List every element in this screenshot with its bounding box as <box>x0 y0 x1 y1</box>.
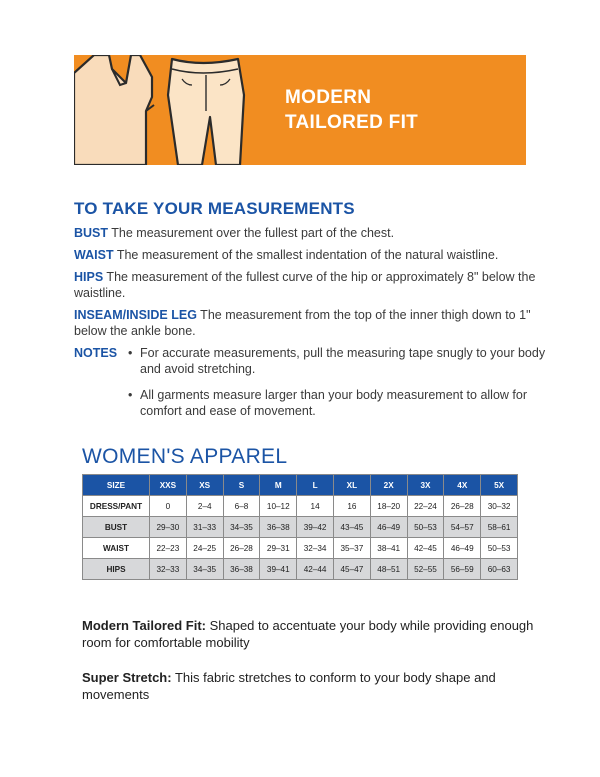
pants-icon <box>168 59 244 165</box>
table-cell: 34–35 <box>186 559 223 580</box>
description-key: Modern Tailored Fit: <box>82 618 206 633</box>
table-cell: 36–38 <box>260 517 297 538</box>
notes-label: NOTES <box>74 346 118 360</box>
fit-banner <box>74 55 526 165</box>
table-cell: 16 <box>333 496 370 517</box>
measure-key: BUST <box>74 226 109 240</box>
column-header: XXS <box>150 475 187 496</box>
table-cell: 29–31 <box>260 538 297 559</box>
table-cell: 35–37 <box>333 538 370 559</box>
stretch-description <box>82 669 542 703</box>
measure-item-inseam <box>74 307 554 339</box>
note-item <box>128 387 554 419</box>
bullet-icon: • <box>128 346 133 360</box>
banner-title <box>285 85 418 135</box>
column-header: XL <box>333 475 370 496</box>
apparel-title: WOMEN'S APPAREL <box>82 445 288 468</box>
table-row <box>83 559 518 580</box>
table-cell: 30–32 <box>481 496 518 517</box>
measure-text: The measurement over the fullest part of the chest. <box>108 226 395 240</box>
measure-item-waist <box>74 247 554 263</box>
row-label: BUST <box>83 517 150 538</box>
measure-key: WAIST <box>74 248 114 262</box>
table-cell: 29–30 <box>150 517 187 538</box>
table-cell: 6–8 <box>223 496 260 517</box>
row-label: HIPS <box>83 559 150 580</box>
table-cell: 22–24 <box>407 496 444 517</box>
table-row <box>83 496 518 517</box>
table-cell: 39–41 <box>260 559 297 580</box>
measure-item-hips <box>74 269 554 301</box>
table-cell: 56–59 <box>444 559 481 580</box>
measure-key: HIPS <box>74 270 104 284</box>
notes-list <box>128 345 554 429</box>
column-header: 3X <box>407 475 444 496</box>
table-cell: 10–12 <box>260 496 297 517</box>
row-label: WAIST <box>83 538 150 559</box>
table-cell: 34–35 <box>223 517 260 538</box>
note-text: For accurate measurements, pull the measuring tape snugly to your body and avoid stretching. <box>140 346 546 376</box>
table-cell: 2–4 <box>186 496 223 517</box>
table-cell: 38–41 <box>370 538 407 559</box>
table-cell: 46–49 <box>370 517 407 538</box>
description-text: This fabric stretches to conform to your body shape and movements <box>82 670 496 702</box>
measure-text: The measurement from the top of the inner thigh down to 1" below the ankle bone. <box>74 308 531 338</box>
table-cell: 14 <box>297 496 334 517</box>
banner-title-line1: MODERN <box>285 87 372 108</box>
table-cell: 32–33 <box>150 559 187 580</box>
shirt-icon <box>74 55 154 165</box>
table-row <box>83 538 518 559</box>
table-cell: 48–51 <box>370 559 407 580</box>
measurement-title: TO TAKE YOUR MEASUREMENTS <box>74 199 355 218</box>
banner-title-line2: TAILORED FIT <box>285 112 419 133</box>
fit-description <box>82 617 542 651</box>
size-chart-table <box>82 474 518 580</box>
table-cell: 42–44 <box>297 559 334 580</box>
column-header: SIZE <box>83 475 150 496</box>
table-cell: 24–25 <box>186 538 223 559</box>
description-key: Super Stretch: <box>82 670 172 685</box>
note-item <box>128 345 554 377</box>
table-cell: 26–28 <box>223 538 260 559</box>
table-cell: 58–61 <box>481 517 518 538</box>
column-header: S <box>223 475 260 496</box>
description-text: Shaped to accentuate your body while providing enough room for comfortable mobility <box>82 618 534 650</box>
measure-item-bust <box>74 225 554 241</box>
table-cell: 42–45 <box>407 538 444 559</box>
table-cell: 39–42 <box>297 517 334 538</box>
bullet-icon: • <box>128 388 133 402</box>
table-cell: 22–23 <box>150 538 187 559</box>
row-label: DRESS/PANT <box>83 496 150 517</box>
table-cell: 18–20 <box>370 496 407 517</box>
measure-text: The measurement of the smallest indentation of the natural waistline. <box>113 248 499 262</box>
column-header: 2X <box>370 475 407 496</box>
column-header: 4X <box>444 475 481 496</box>
table-cell: 32–34 <box>297 538 334 559</box>
table-cell: 60–63 <box>481 559 518 580</box>
table-header-row <box>83 475 518 496</box>
table-cell: 52–55 <box>407 559 444 580</box>
table-cell: 43–45 <box>333 517 370 538</box>
measure-key: INSEAM/INSIDE LEG <box>74 308 197 322</box>
table-cell: 26–28 <box>444 496 481 517</box>
table-cell: 50–53 <box>481 538 518 559</box>
table-cell: 31–33 <box>186 517 223 538</box>
table-row <box>83 517 518 538</box>
table-cell: 46–49 <box>444 538 481 559</box>
column-header: L <box>297 475 334 496</box>
column-header: XS <box>186 475 223 496</box>
table-cell: 45–47 <box>333 559 370 580</box>
table-cell: 36–38 <box>223 559 260 580</box>
table-cell: 54–57 <box>444 517 481 538</box>
table-cell: 0 <box>150 496 187 517</box>
measurement-section <box>74 199 554 429</box>
notes-block <box>74 345 554 429</box>
note-text: All garments measure larger than your body measurement to allow for comfort and ease of movement. <box>140 388 527 418</box>
table-cell: 50–53 <box>407 517 444 538</box>
column-header: 5X <box>481 475 518 496</box>
column-header: M <box>260 475 297 496</box>
measure-text: The measurement of the fullest curve of the hip or approximately 8" below the waistline. <box>74 270 536 300</box>
